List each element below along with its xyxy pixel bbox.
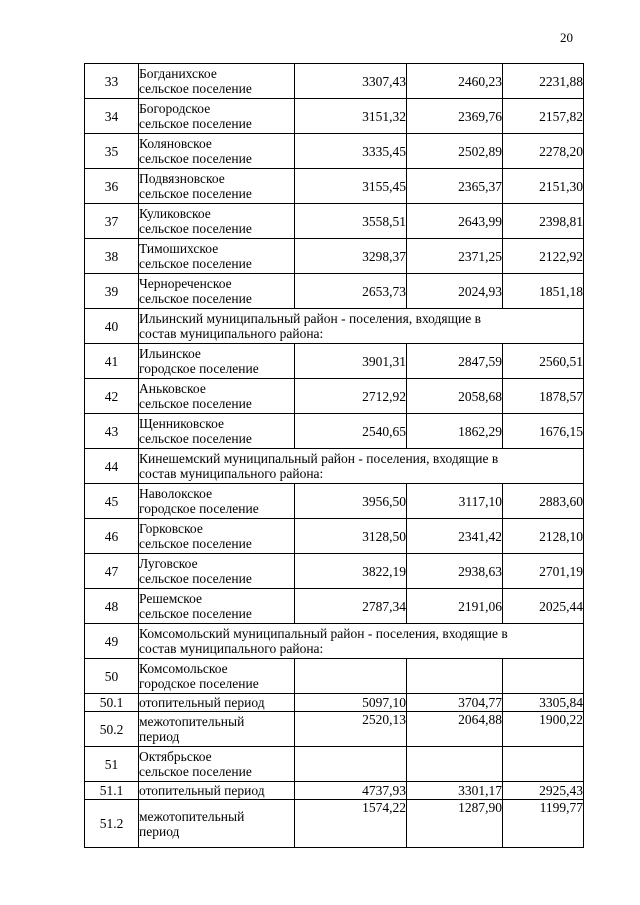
settlement-name: Ильинское городское поселение: [139, 344, 295, 379]
settlement-name: Куликовское сельское поселение: [139, 204, 295, 239]
row-number: 48: [85, 589, 139, 624]
period-name: межотопительный период: [139, 800, 295, 848]
settlement-name: Тимошихское сельское поселение: [139, 239, 295, 274]
value-cell: 3151,32: [295, 99, 407, 134]
value-cell: 2151,30: [503, 169, 584, 204]
value-cell: 2787,34: [295, 589, 407, 624]
value-cell: 2157,82: [503, 99, 584, 134]
settlement-name: Октябрьское сельское поселение: [139, 747, 295, 782]
tariff-table: [84, 63, 584, 848]
table-row: [85, 782, 584, 800]
row-number: 46: [85, 519, 139, 554]
value-cell: 2653,73: [295, 274, 407, 309]
value-cell: 2365,37: [407, 169, 503, 204]
table-row: [85, 239, 584, 274]
value-cell: [503, 747, 584, 782]
table-row: [85, 519, 584, 554]
settlement-name: Комсомольское городское поселение: [139, 659, 295, 694]
value-cell: 3822,19: [295, 554, 407, 589]
table-row: [85, 589, 584, 624]
settlement-name: Богданихское сельское поселение: [139, 64, 295, 99]
value-cell: 3298,37: [295, 239, 407, 274]
settlement-name: Наволокское городское поселение: [139, 484, 295, 519]
settlement-name: Луговское сельское поселение: [139, 554, 295, 589]
value-cell: 2643,99: [407, 204, 503, 239]
value-cell: 3301,17: [407, 782, 503, 800]
value-cell: 1862,29: [407, 414, 503, 449]
row-number: 39: [85, 274, 139, 309]
row-number: 51: [85, 747, 139, 782]
value-cell: 2925,43: [503, 782, 584, 800]
row-number: 37: [85, 204, 139, 239]
value-cell: 2847,59: [407, 344, 503, 379]
value-cell: 2540,65: [295, 414, 407, 449]
value-cell: 2371,25: [407, 239, 503, 274]
value-cell: 1851,18: [503, 274, 584, 309]
table-row: [85, 134, 584, 169]
value-cell: 2231,88: [503, 64, 584, 99]
row-number: 51.1: [85, 782, 139, 800]
value-cell: 5097,10: [295, 694, 407, 712]
value-cell: 1287,90: [407, 800, 503, 848]
table-row: [85, 484, 584, 519]
table-row: [85, 204, 584, 239]
settlement-name: Щенниковское сельское поселение: [139, 414, 295, 449]
table-row: [85, 712, 584, 747]
value-cell: 3956,50: [295, 484, 407, 519]
row-number: 44: [85, 449, 139, 484]
table-row: [85, 99, 584, 134]
value-cell: [295, 659, 407, 694]
settlement-name: Чернореченское сельское поселение: [139, 274, 295, 309]
value-cell: 3155,45: [295, 169, 407, 204]
value-cell: 3128,50: [295, 519, 407, 554]
value-cell: 2341,42: [407, 519, 503, 554]
row-number: 36: [85, 169, 139, 204]
value-cell: 2712,92: [295, 379, 407, 414]
value-cell: 1574,22: [295, 800, 407, 848]
row-number: 33: [85, 64, 139, 99]
value-cell: 2560,51: [503, 344, 584, 379]
value-cell: [407, 747, 503, 782]
table-row: [85, 64, 584, 99]
district-heading: Комсомольский муниципальный район - поселения, входящие в состав муниципального района:: [139, 624, 584, 659]
value-cell: 3704,77: [407, 694, 503, 712]
table-row: [85, 169, 584, 204]
table-row: [85, 800, 584, 848]
value-cell: 2128,10: [503, 519, 584, 554]
table-row: [85, 414, 584, 449]
row-number: 40: [85, 309, 139, 344]
value-cell: [295, 747, 407, 782]
table-row: [85, 274, 584, 309]
value-cell: 2369,76: [407, 99, 503, 134]
value-cell: 2502,89: [407, 134, 503, 169]
value-cell: 2883,60: [503, 484, 584, 519]
value-cell: 1900,22: [503, 712, 584, 747]
table-row: [85, 659, 584, 694]
value-cell: 3558,51: [295, 204, 407, 239]
value-cell: 2064,88: [407, 712, 503, 747]
value-cell: 1676,15: [503, 414, 584, 449]
table-row: [85, 554, 584, 589]
row-number: 50.2: [85, 712, 139, 747]
row-number: 49: [85, 624, 139, 659]
value-cell: 2460,23: [407, 64, 503, 99]
district-header-row: [85, 309, 584, 344]
settlement-name: Богородское сельское поселение: [139, 99, 295, 134]
row-number: 34: [85, 99, 139, 134]
value-cell: 3901,31: [295, 344, 407, 379]
settlement-name: Горковское сельское поселение: [139, 519, 295, 554]
row-number: 47: [85, 554, 139, 589]
table-row: [85, 344, 584, 379]
district-header-row: [85, 624, 584, 659]
value-cell: 2025,44: [503, 589, 584, 624]
value-cell: 4737,93: [295, 782, 407, 800]
value-cell: 2278,20: [503, 134, 584, 169]
value-cell: 3335,45: [295, 134, 407, 169]
settlement-name: Решемское сельское поселение: [139, 589, 295, 624]
table-row: [85, 379, 584, 414]
value-cell: 2701,19: [503, 554, 584, 589]
row-number: 50: [85, 659, 139, 694]
value-cell: [503, 659, 584, 694]
row-number: 35: [85, 134, 139, 169]
value-cell: 1199,77: [503, 800, 584, 848]
page-number: 20: [560, 30, 573, 45]
district-heading: Кинешемский муниципальный район - поселения, входящие в состав муниципального района:: [139, 449, 584, 484]
row-number: 42: [85, 379, 139, 414]
row-number: 41: [85, 344, 139, 379]
value-cell: 3307,43: [295, 64, 407, 99]
table-row: [85, 694, 584, 712]
value-cell: 2938,63: [407, 554, 503, 589]
value-cell: 2122,92: [503, 239, 584, 274]
value-cell: 2398,81: [503, 204, 584, 239]
row-number: 51.2: [85, 800, 139, 848]
settlement-name: Аньковское сельское поселение: [139, 379, 295, 414]
district-header-row: [85, 449, 584, 484]
row-number: 50.1: [85, 694, 139, 712]
value-cell: [407, 659, 503, 694]
value-cell: 2191,06: [407, 589, 503, 624]
value-cell: 2058,68: [407, 379, 503, 414]
value-cell: 2024,93: [407, 274, 503, 309]
period-name: отопительный период: [139, 782, 295, 800]
period-name: отопительный период: [139, 694, 295, 712]
period-name: межотопительный период: [139, 712, 295, 747]
row-number: 38: [85, 239, 139, 274]
row-number: 43: [85, 414, 139, 449]
settlement-name: Подвязновское сельское поселение: [139, 169, 295, 204]
table-row: [85, 747, 584, 782]
value-cell: 3117,10: [407, 484, 503, 519]
value-cell: 1878,57: [503, 379, 584, 414]
value-cell: 3305,84: [503, 694, 584, 712]
settlement-name: Коляновское сельское поселение: [139, 134, 295, 169]
row-number: 45: [85, 484, 139, 519]
district-heading: Ильинский муниципальный район - поселения, входящие в состав муниципального района:: [139, 309, 584, 344]
value-cell: 2520,13: [295, 712, 407, 747]
